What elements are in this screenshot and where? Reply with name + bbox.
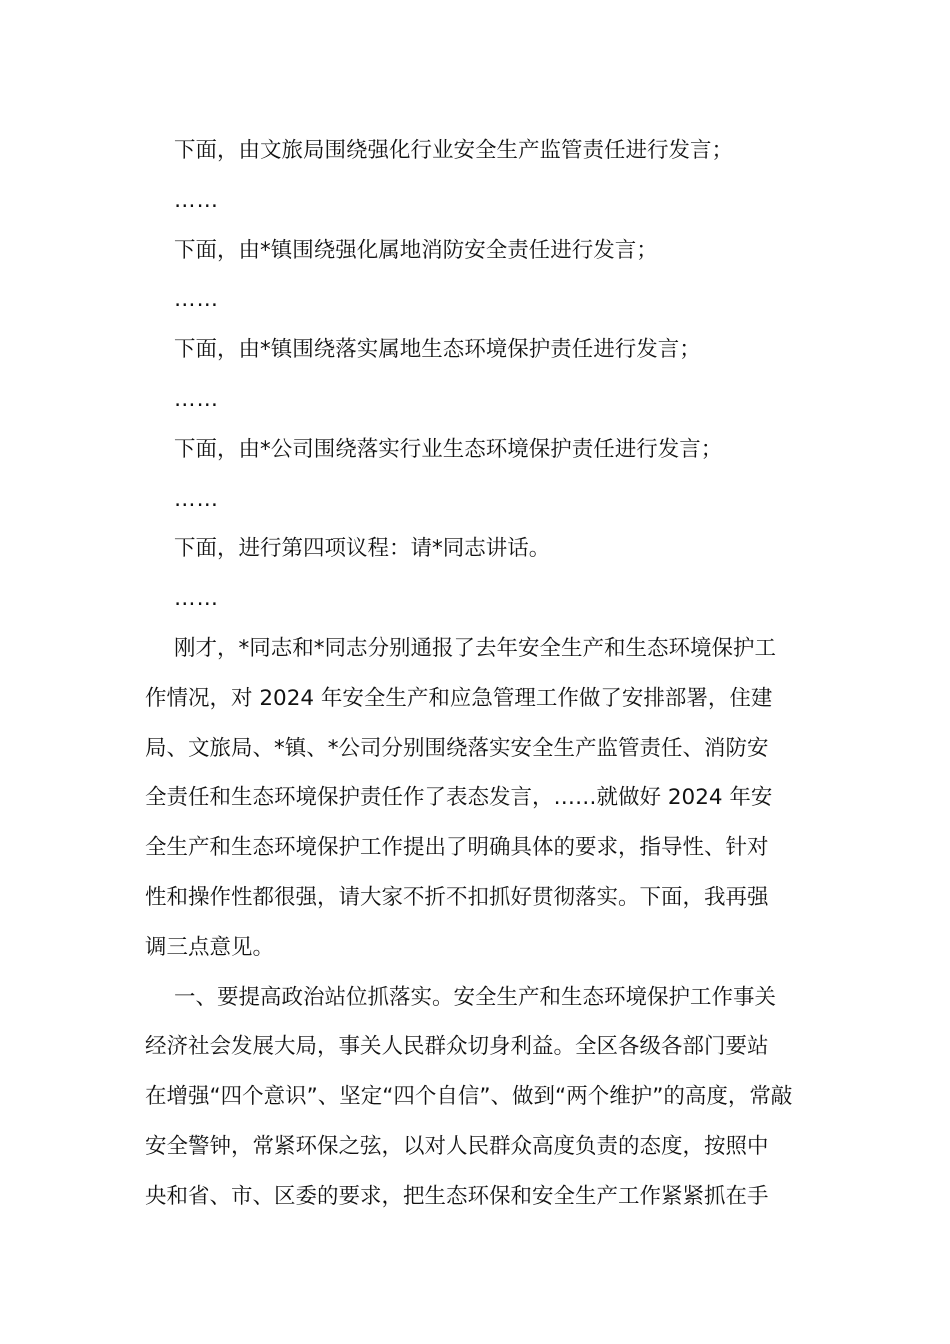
ellipsis-line: …… bbox=[174, 386, 219, 412]
paragraph-line: 在增强“四个意识”、坚定“四个自信”、做到“两个维护”的高度，常敲 bbox=[145, 1084, 793, 1110]
summary-paragraph bbox=[145, 624, 807, 973]
paragraph-line: 刚才，*同志和*同志分别通报了去年安全生产和生态环境保护工 bbox=[174, 635, 777, 661]
agenda-line: 下面，由*镇围绕强化属地消防安全责任进行发言； bbox=[174, 237, 658, 263]
paragraph-line: 经济社会发展大局，事关人民群众切身利益。全区各级各部门要站 bbox=[145, 1034, 769, 1060]
paragraph-line: 央和省、市、区委的要求，把生态环保和安全生产工作紧紧抓在手 bbox=[145, 1183, 769, 1209]
paragraph-line: 全生产和生态环境保护工作提出了明确具体的要求，指导性、针对 bbox=[145, 835, 769, 861]
agenda-line: 下面，由*公司围绕落实行业生态环境保护责任进行发言； bbox=[174, 436, 723, 462]
agenda-line: 下面，由*镇围绕落实属地生态环境保护责任进行发言； bbox=[174, 337, 701, 363]
ellipsis-line: …… bbox=[174, 287, 219, 313]
ellipsis-line: …… bbox=[174, 486, 219, 512]
paragraph-line: 安全警钟，常紧环保之弦，以对人民群众高度负责的态度，按照中 bbox=[145, 1133, 769, 1159]
agenda-line: 下面，由文旅局围绕强化行业安全生产监管责任进行发言； bbox=[174, 138, 734, 163]
paragraph-line: 一、要提高政治站位抓落实。安全生产和生态环境保护工作事关 bbox=[174, 984, 777, 1010]
paragraph-line: 全责任和生态环境保护责任作了表态发言，……就做好 2024 年安 bbox=[145, 785, 773, 811]
paragraph-line: 局、文旅局、*镇、*公司分别围绕落实安全生产监管责任、消防安 bbox=[145, 735, 769, 761]
ellipsis-line: …… bbox=[174, 586, 219, 612]
agenda-line: 下面，进行第四项议程：请*同志讲话。 bbox=[174, 536, 551, 562]
point-one-paragraph bbox=[145, 973, 807, 1222]
paragraph-line: 性和操作性都很强，请大家不折不扣抓好贯彻落实。下面，我再强 bbox=[145, 884, 769, 910]
document-page bbox=[145, 126, 807, 1222]
ellipsis-line: …… bbox=[174, 187, 219, 213]
paragraph-line: 调三点意见。 bbox=[145, 934, 275, 960]
paragraph-line: 作情况，对 2024 年安全生产和应急管理工作做了安排部署，住建 bbox=[145, 685, 773, 711]
